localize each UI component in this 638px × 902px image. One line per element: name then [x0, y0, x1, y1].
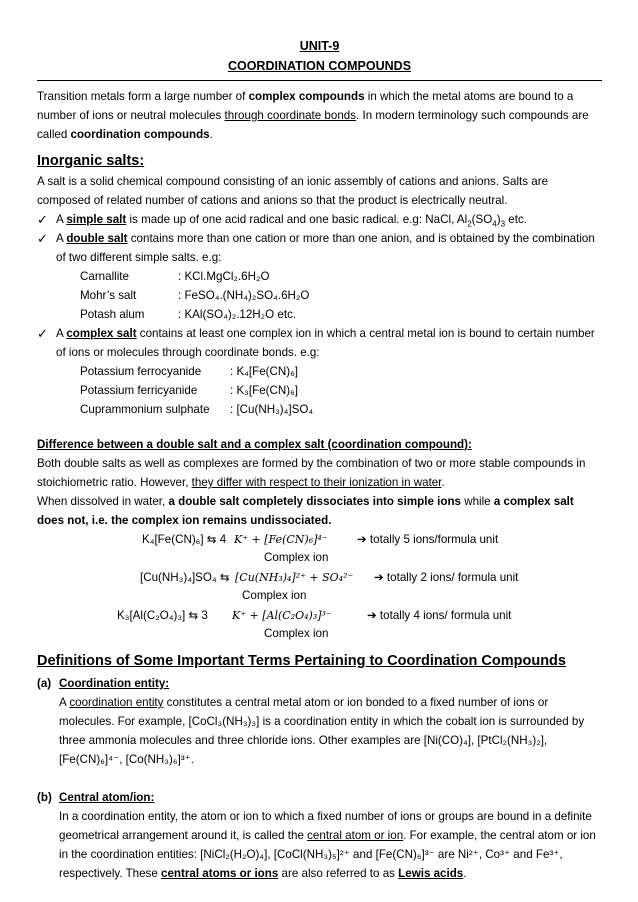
- check-mark-icon: ✓: [37, 212, 48, 227]
- difference-paragraph-1: Both double salts as well as complexes are formed by the combination of two or more stable compounds in stoichiometric ratio. However, they differ with respect to their ionization in water.: [37, 457, 586, 489]
- difference-paragraph-2: When dissolved in water, a double salt completely dissociates into simple ions while a complex salt does not, i.e. the complex ion remains undissociated.: [37, 495, 574, 527]
- list-item: Cuprammonium sulphate : [Cu(NH₃)₄]SO₄: [80, 403, 314, 416]
- double-salt-item: ✓ A double salt contains more than one cation or more than one anion, and is obtained by the combination of two different simple salts. e.g:: [37, 231, 595, 264]
- equation-2: [Cu(NH₃)₄]SO₄ ⇆ [Cu(NH₃)₄]²⁺ + SO₄²⁻ ➔ totally 2 ions/ formula unit Complex ion: [140, 571, 519, 602]
- inorganic-salts-heading: Inorganic salts:: [37, 153, 145, 169]
- title-divider: [37, 80, 602, 81]
- difference-heading: Difference between a double salt and a complex salt (coordination compound):: [37, 438, 472, 451]
- list-item: Carnallite : KCl.MgCl₂.6H₂O: [80, 270, 270, 283]
- complex-salt-item: ✓ A complex salt contains at least one complex ion in which a central metal ion is bound to certain number of ions or molecules through coordinate bonds. e.g:: [37, 326, 595, 359]
- list-item: Potassium ferrocyanide : K₄[Fe(CN)₆]: [80, 365, 299, 378]
- central-atom-heading: Central atom/ion:: [59, 791, 155, 804]
- check-mark-icon: ✓: [37, 231, 48, 246]
- check-mark-icon: ✓: [37, 326, 48, 341]
- page-title: COORDINATION COMPOUNDS: [227, 59, 412, 73]
- definition-coordination-entity: (a) Coordination entity: A coordination entity constitutes a central metal atom or ion bonded to a fixed number of ions or molecules. For example, [CoCl₃(NH₃)₃] is a coordination entity in which the cobalt ion is surrounded by three ammonia molecules and three chloride ions. Other examples are [Ni(CO)₄], [PtCl₂(NH₃)₂], [Fe(CN)₆]⁴⁻, [Co(NH₃)₆]³⁺.: [37, 674, 602, 769]
- list-item: Mohr’s salt : FeSO₄.(NH₄)₂SO₄.6H₂O: [80, 289, 310, 302]
- complex-salt-examples: [80, 362, 602, 419]
- list-item: Potassium ferricyanide : K₃[Fe(CN)₆]: [80, 384, 299, 397]
- salt-definition: A salt is a solid chemical compound consisting of an ionic assembly of cations and anions. Salts are composed of related number of cations and anions so that the product is electrically neutral.: [37, 175, 549, 207]
- intro-paragraph: Transition metals form a large number of complex compounds in which the metal atoms are bound to a number of ions or neutral molecules through coordinate bonds. In modern terminology such compounds are called coordination compounds.: [37, 90, 589, 141]
- coordination-entity-heading: Coordination entity:: [59, 677, 170, 690]
- definition-central-atom: (b) Central atom/ion: In a coordination entity, the atom or ion to which a fixed number of ions or groups are bound in a definite geometrical arrangement around it, is called the central atom or ion. For example, the central atom or ion in the coordination entities: [NiCl₂(H₂O)₄], [CoCl(NH₃)₅]²⁺ and [Fe(CN)₆]³⁻ are Ni²⁺, Co³⁺ and Fe³⁺, respectively. These central atoms or ions are also referred to as Lewis acids.: [37, 788, 602, 883]
- unit-label: UNIT-9: [299, 39, 340, 53]
- equation-1: K₄[Fe(CN)₆] ⇆ 4 K⁺ + [Fe(CN)₆]⁴⁻ ➔ totally 5 ions/formula unit Complex ion: [142, 533, 499, 564]
- double-salt-examples: [80, 267, 602, 324]
- equation-3: K₃[Al(C₂O₄)₃] ⇆ 3 K⁺ + [Al(C₂O₄)₃]³⁻ ➔ totally 4 ions/ formula unit Complex ion: [117, 609, 512, 640]
- simple-salt-item: ✓ A simple salt is made up of one acid radical and one basic radical. e.g: NaCl, $Al_2(SO_4)_3$ etc.: [37, 212, 527, 229]
- definitions-heading: Definitions of Some Important Terms Pertaining to Coordination Compounds: [37, 653, 566, 669]
- document-page: [37, 36, 602, 883]
- list-item: Potash alum : KAl(SO₄)₂.12H₂O etc.: [80, 308, 297, 321]
